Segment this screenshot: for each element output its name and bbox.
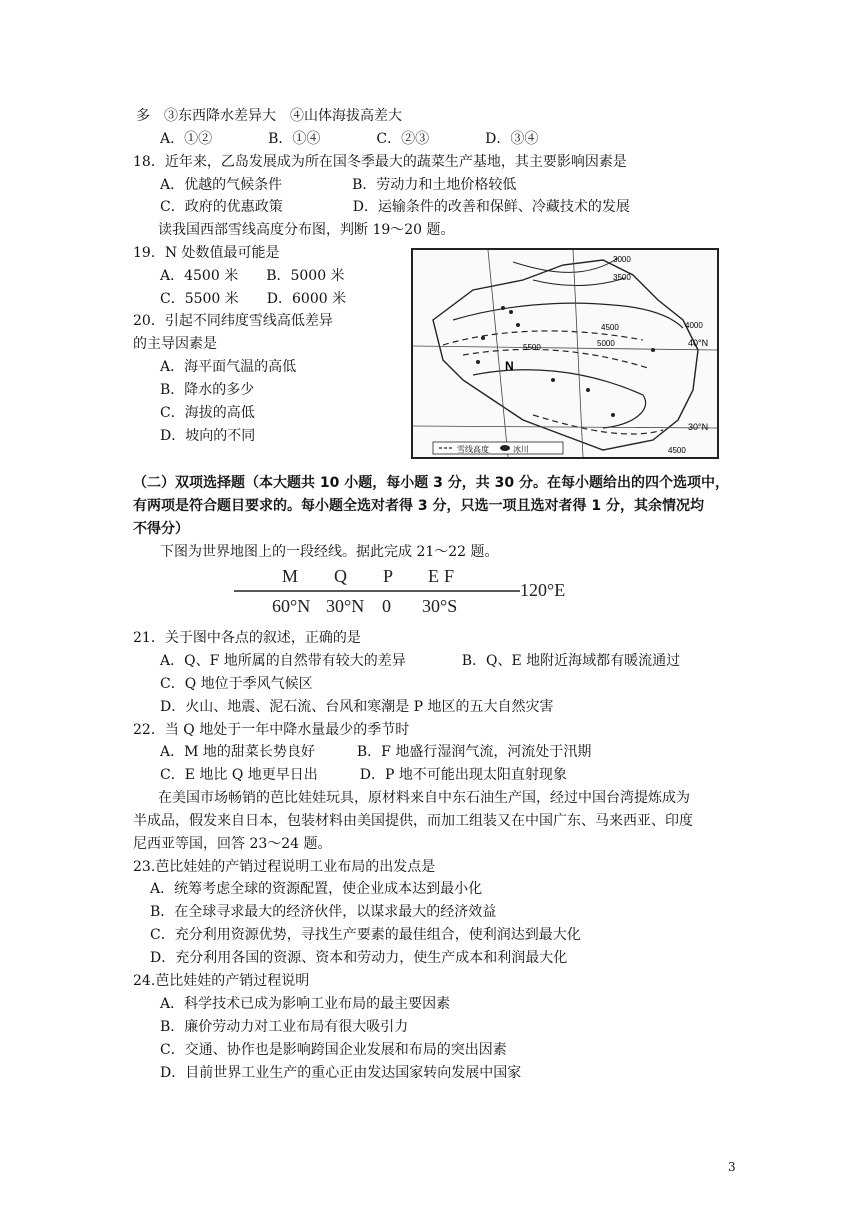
q23-option-a: A．统筹考虑全球的资源配置，使企业成本达到最小化 (150, 881, 483, 897)
q23-option-c: C．充分利用资源优势，寻找生产要素的最佳组合，使利润达到最大化 (150, 927, 581, 943)
section2-heading-1: （二）双项选择题（本大题共 10 小题，每小题 3 分，共 30 分。在每小题给出的四个选项中， (133, 475, 729, 491)
q21-option-d: D．火山、地震、泥石流、台风和寒潮是 P 地区的五大自然灾害 (160, 699, 554, 715)
longitude-label: 120°E (520, 580, 566, 600)
q19-stem: 19．N 处数值最可能是 (133, 245, 280, 261)
lat-30n: 30°N (688, 422, 709, 432)
intro-23-24-line2: 半成品，假发来自日本，包装材料由美国提供，而加工组装又在中国广东、马来西亚、印度 (133, 813, 693, 829)
q21-options-ab: A．Q、F 地所属的自然带有较大的差异 B．Q、E 地附近海域都有暖流通过 (160, 653, 681, 669)
snowline-map-svg (413, 250, 717, 457)
q21-option-c: C．Q 地位于季风气候区 (160, 676, 313, 692)
q22-options-cd: C．E 地比 Q 地更早日出 D．P 地不可能出现太阳直射现象 (160, 767, 567, 783)
intro-21-22: 下图为世界地图上的一段经线。据此完成 21～22 题。 (160, 544, 499, 560)
lat-30s: 30°S (422, 596, 458, 616)
q22-options-ab: A．M 地的甜菜长势良好 B．F 地盛行湿润气流，河流处于汛期 (160, 744, 592, 760)
contour-3000: 3000 (613, 255, 631, 264)
meridian-diagram (230, 562, 590, 618)
legend-snowline-label: 雪线高度 (457, 445, 489, 454)
point-q: Q (334, 566, 347, 586)
q20-stem-cont: 的主导因素是 (133, 336, 217, 352)
intro-23-24-line3: 尼西亚等国，回答 23～24 题。 (133, 836, 332, 852)
contour-4000: 4000 (685, 321, 703, 330)
lat-60n: 60°N (272, 596, 311, 616)
q18-options-cd: C．政府的优惠政策 D．运输条件的改善和保鲜、冷藏技术的发展 (160, 199, 630, 215)
section2-heading-2: 有两项是符合题目要求的。每小题全选对者得 3 分，只选一项且选对者得 1 分，其余情况均 (133, 498, 704, 514)
q24-option-c: C．交通、协作也是影响跨国企业发展和布局的突出因素 (160, 1042, 507, 1058)
q17-choices: A．①② B．①④ C．②③ D．③④ (160, 131, 539, 147)
q24-option-a: A．科学技术已成为影响工业布局的最主要因素 (160, 996, 451, 1012)
point-p: P (383, 566, 394, 586)
q23-stem: 23.芭比娃娃的产销过程说明工业布局的出发点是 (133, 859, 436, 875)
point-m: M (282, 566, 299, 586)
line-options-17: 多 ③东西降水差异大 ④山体海拔高差大 (136, 108, 402, 124)
contour-4500-bottom: 4500 (668, 446, 686, 455)
q20-stem: 20．引起不同纬度雪线高低差异 (133, 313, 333, 329)
q24-option-b: B．廉价劳动力对工业布局有很大吸引力 (160, 1019, 409, 1035)
q19-options-cd: C．5500 米 D．6000 米 (160, 291, 347, 307)
page-number: 3 (728, 1160, 736, 1174)
contour-5500: 5500 (523, 343, 541, 352)
q20-option-d: D．坡向的不同 (160, 428, 256, 444)
contour-3500: 3500 (613, 273, 631, 282)
q18-stem: 18．近年来，乙岛发展成为所在国冬季最大的蔬菜生产基地，其主要影响因素是 (133, 154, 627, 170)
point-e: E (428, 566, 439, 586)
q22-stem: 22．当 Q 地处于一年中降水量最少的季节时 (133, 722, 410, 738)
snowline-map (411, 248, 719, 459)
q20-option-a: A．海平面气温的高低 (160, 359, 297, 375)
q21-stem: 21．关于图中各点的叙述，正确的是 (133, 630, 361, 646)
q18-options-ab: A．优越的气候条件 B．劳动力和土地价格较低 (160, 177, 517, 193)
glacier-icon (500, 445, 510, 451)
section2-heading-3: 不得分） (133, 521, 189, 537)
q19-options-ab: A．4500 米 B．5000 米 (160, 268, 345, 284)
contour-5000: 5000 (597, 339, 615, 348)
lat-30n: 30°N (326, 596, 365, 616)
q23-option-d: D．充分利用各国的资源、资本和劳动力，使生产成本和利润最大化 (150, 950, 568, 966)
intro-19-20: 读我国西部雪线高度分布图，判断 19～20 题。 (158, 222, 455, 238)
intro-23-24-line1: 在美国市场畅销的芭比娃娃玩具，原材料来自中东石油生产国，经过中国台湾提炼成为 (158, 790, 690, 806)
q24-option-d: D．目前世界工业生产的重心正由发达国家转向发展中国家 (160, 1065, 522, 1081)
legend-glacier-label: 冰川 (513, 445, 529, 454)
point-n-label: N (505, 359, 514, 373)
point-f: F (444, 566, 455, 586)
contour-4500-top: 4500 (601, 323, 619, 332)
q23-option-b: B．在全球寻求最大的经济伙伴，以谋求最大的经济效益 (150, 904, 497, 920)
q20-option-c: C．海拔的高低 (160, 405, 255, 421)
q20-option-b: B．降水的多少 (160, 382, 255, 398)
q24-stem: 24.芭比娃娃的产销过程说明 (133, 973, 310, 989)
lat-0: 0 (382, 596, 391, 616)
lat-40n: 40°N (688, 338, 709, 348)
